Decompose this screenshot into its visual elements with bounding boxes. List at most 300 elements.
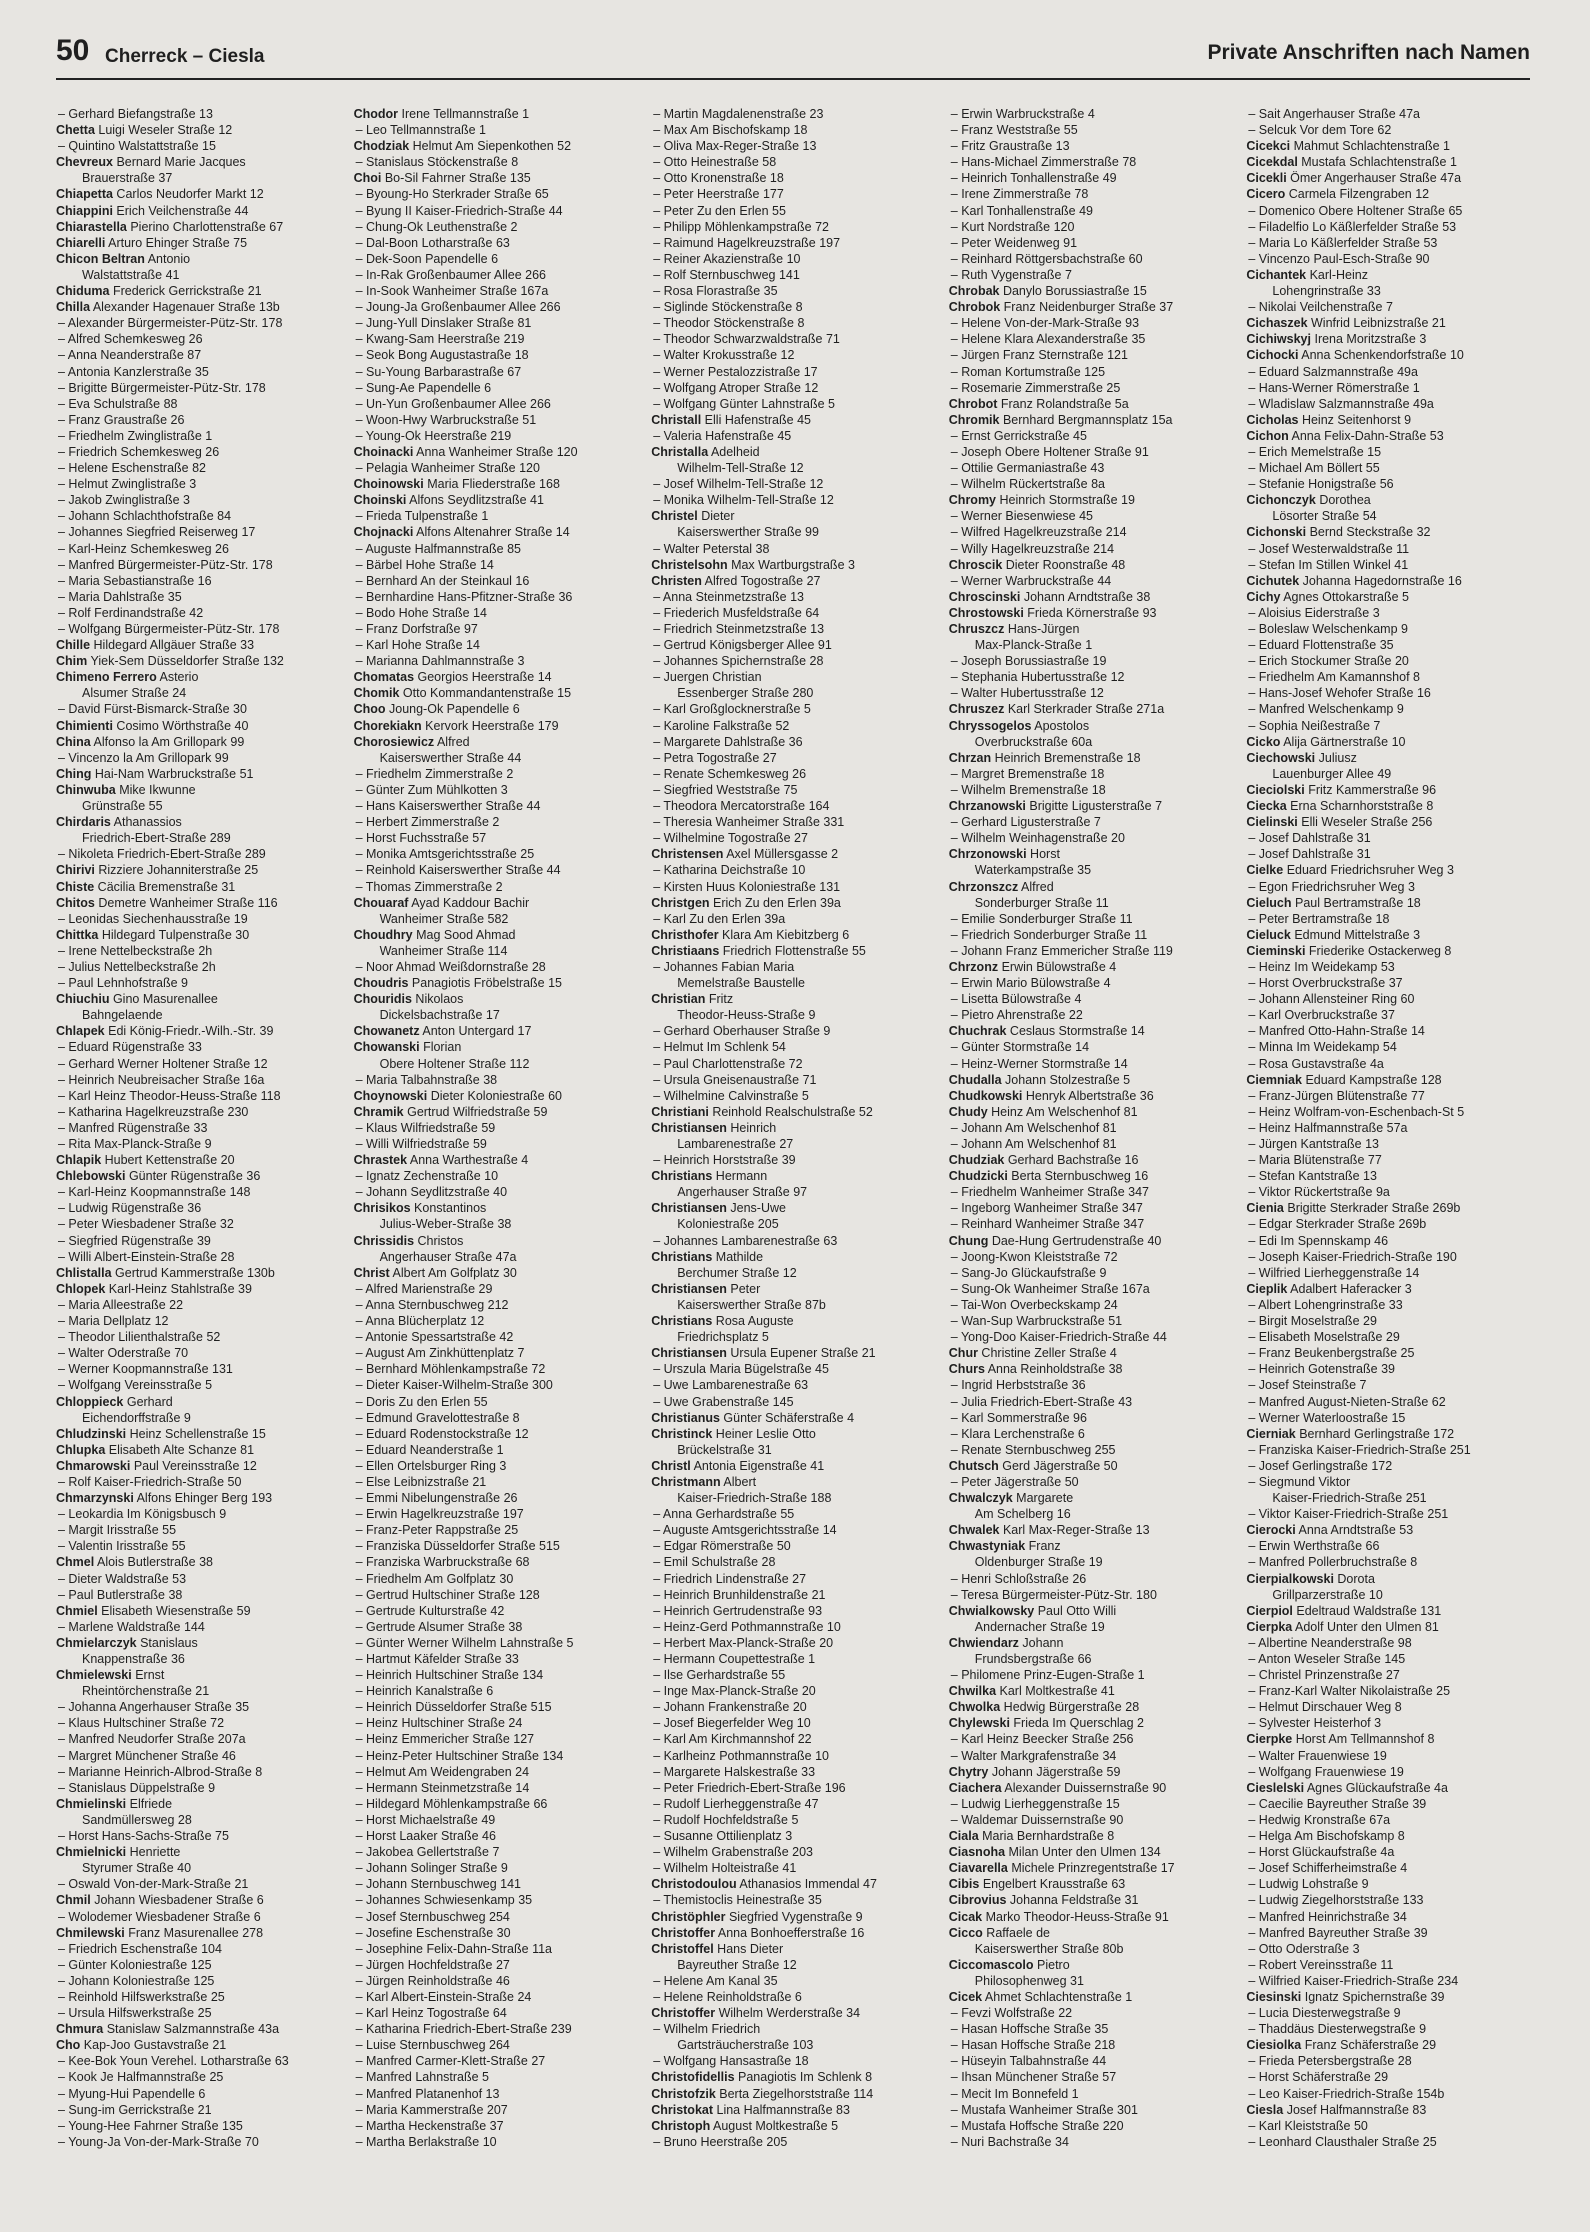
directory-entry (1246, 2086, 1532, 2102)
surname: Christiaans (651, 943, 720, 958)
directory-entry (354, 2118, 640, 2134)
directory-entry (354, 1860, 640, 1876)
surname: Cicekli (1246, 171, 1287, 186)
entry-text: Anna Arndtstraße 53 (1295, 1523, 1414, 1538)
entry-text: – Manfred Bayreuther Straße 39 (1248, 1925, 1428, 1940)
entry-text: – Peter Bertramstraße 18 (1248, 911, 1390, 926)
entry-text: – Kee-Bok Youn Verehel. Lotharstraße 63 (58, 2054, 289, 2069)
directory-entry (1246, 1490, 1532, 1506)
surname: Cicekdal (1246, 155, 1298, 170)
entry-text: – Emilie Sonderburger Straße 11 (950, 911, 1133, 926)
entry-text: Heinrich (726, 1120, 777, 1135)
directory-entry (1246, 669, 1532, 685)
entry-text: – Fritz Graustraße 13 (950, 139, 1070, 154)
directory-entry (56, 1249, 342, 1265)
entry-text: – Birgit Moselstraße 29 (1248, 1314, 1377, 1329)
entry-text: Oldenburger Straße 19 (974, 1555, 1103, 1570)
entry-text: – Waldemar Duissernstraße 90 (950, 1812, 1124, 1827)
directory-entry (651, 444, 937, 460)
entry-text: – Maria Dellplatz 12 (58, 1314, 169, 1329)
directory-entry (651, 106, 937, 122)
directory-entry (651, 1377, 937, 1393)
directory-entry (651, 621, 937, 637)
surname: Chodor (353, 107, 399, 121)
entry-text: Karl-Heinz Stahlstraße 39 (105, 1281, 252, 1296)
directory-entry (1246, 2069, 1532, 2085)
directory-entry (1246, 347, 1532, 363)
entry-text: – Hasan Hoffsche Straße 218 (950, 2038, 1116, 2053)
entry-text: – Egon Friedrichsruher Weg 3 (1248, 879, 1415, 894)
entry-text: Milan Unter den Ulmen 134 (1005, 1845, 1161, 1860)
entry-text: – Horst Glückaufstraße 4a (1248, 1845, 1395, 1860)
directory-entry (56, 653, 342, 669)
entry-text: – Hartmut Käfelder Straße 33 (355, 1652, 519, 1666)
entry-text: – Heinz-Werner Stormstraße 14 (950, 1056, 1128, 1071)
directory-entry (949, 1249, 1235, 1265)
directory-entry (1246, 331, 1532, 347)
directory-entry (1246, 718, 1532, 734)
surname: Choo (353, 702, 386, 717)
directory-entry (949, 718, 1235, 734)
directory-entry (651, 782, 937, 798)
entry-text: Anna Felix-Dahn-Straße 53 (1288, 428, 1444, 443)
directory-entry (56, 106, 342, 122)
entry-text: Friedrich-Ebert-Straße 289 (82, 831, 231, 846)
entry-text: Hubert Kettenstraße 20 (101, 1153, 235, 1168)
directory-entry (1246, 1023, 1532, 1039)
directory-entry (949, 1603, 1235, 1619)
entry-text: Hedwig Bürgerstraße 28 (1000, 1700, 1140, 1715)
surname: Chicon Beltran (56, 251, 145, 266)
directory-entry (949, 492, 1235, 508)
entry-text: Berta Ziegelhorststraße 114 (715, 2086, 874, 2101)
entry-text: – Selcuk Vor dem Tore 62 (1248, 123, 1392, 138)
entry-text: – Sylvester Heisterhof 3 (1248, 1716, 1382, 1731)
directory-entry (1246, 1233, 1532, 1249)
surname: Chrzonszcz (948, 879, 1019, 894)
directory-entry (1246, 1394, 1532, 1410)
entry-text: – Werner Waterloostraße 15 (1248, 1410, 1406, 1425)
entry-text: – Paul Lehnhofstraße 9 (58, 976, 188, 991)
entry-text: – Joseph Borussiastraße 19 (950, 654, 1107, 669)
entry-text: – Christel Prinzenstraße 27 (1248, 1668, 1400, 1683)
directory-entry (1246, 170, 1532, 186)
directory-entry (56, 621, 342, 637)
directory-entry (651, 1812, 937, 1828)
entry-text: – Byung II Kaiser-Friedrich-Straße 44 (355, 203, 563, 218)
directory-entry (949, 1748, 1235, 1764)
entry-text: – Josef Sternbuschweg 254 (355, 1909, 510, 1924)
directory-entry (651, 653, 937, 669)
surname: Chlebowski (56, 1169, 126, 1184)
entry-text: Sonderburger Straße 11 (974, 895, 1109, 910)
surname: Cichy (1246, 589, 1281, 604)
directory-entry (354, 2053, 640, 2069)
surname: Cicekci (1246, 139, 1291, 154)
directory-entry (56, 1522, 342, 1538)
entry-text: Raffaele de (982, 1925, 1051, 1940)
entry-text: Johann (1018, 1635, 1064, 1650)
directory-entry (651, 1635, 937, 1651)
directory-entry (56, 830, 342, 846)
surname: Cieslelski (1246, 1780, 1305, 1795)
directory-entry (651, 943, 937, 959)
directory-entry (651, 1249, 937, 1265)
directory-entry (651, 1603, 937, 1619)
entry-text: – Theodora Mercatorstraße 164 (653, 799, 830, 814)
entry-text: Karl Moltkestraße 41 (996, 1684, 1115, 1699)
entry-text: – Kook Je Halfmannstraße 25 (58, 2070, 224, 2085)
entry-text: – Ignatz Zechenstraße 10 (355, 1169, 499, 1184)
directory-entry (651, 1426, 937, 1442)
surname: Chmielarczyk (56, 1635, 137, 1650)
directory-entry (949, 1056, 1235, 1072)
entry-text: – Gerhard Werner Holtener Straße 12 (58, 1056, 268, 1071)
entry-text: – Jung-Yull Dinslaker Straße 81 (355, 316, 532, 331)
surname: Ciesinski (1246, 1989, 1302, 2004)
directory-entry (56, 1152, 342, 1168)
surname: Christianus (651, 1410, 720, 1425)
directory-entry (1246, 1152, 1532, 1168)
directory-entry (651, 203, 937, 219)
directory-entry (651, 1892, 937, 1908)
directory-entry (651, 1909, 937, 1925)
entry-text: – Peter Heerstraße 177 (653, 187, 784, 202)
directory-entry (56, 798, 342, 814)
directory-entry (1246, 508, 1532, 524)
entry-text: Jens-Uwe (726, 1201, 786, 1216)
directory-entry (651, 1973, 937, 1989)
directory-entry (56, 122, 342, 138)
entry-text: – Karl Albert-Einstein-Straße 24 (355, 1989, 532, 2004)
entry-text: Gerd Jägerstraße 50 (998, 1458, 1118, 1473)
directory-entry (354, 1458, 640, 1474)
entry-text: Waterkampstraße 35 (974, 863, 1092, 878)
entry-text: – Helmut Dirschauer Weg 8 (1248, 1700, 1402, 1715)
surname: Cichonski (1246, 525, 1307, 540)
directory-entry (56, 138, 342, 154)
directory-entry (949, 1828, 1235, 1844)
entry-text: Adolf Unter den Ulmen 81 (1292, 1619, 1439, 1634)
directory-entry (56, 959, 342, 975)
surname: Chodziak (353, 139, 410, 154)
directory-entry (1246, 879, 1532, 895)
surname: Chrobot (948, 396, 998, 411)
entry-text: – Stefan Kantstraße 13 (1248, 1169, 1377, 1184)
surname: Cichutek (1246, 573, 1300, 588)
directory-entry (354, 1748, 640, 1764)
surname: Cicero (1246, 187, 1286, 202)
directory-entry (949, 1377, 1235, 1393)
surname: Chromik (948, 412, 1000, 427)
directory-entry (354, 1249, 640, 1265)
entry-text: – Tai-Won Overbeckskamp 24 (950, 1297, 1118, 1312)
directory-entry (354, 1844, 640, 1860)
entry-text: Stanislaw Salzmannstraße 43a (103, 2022, 280, 2037)
entry-text: – Wolfgang Bürgermeister-Pütz-Str. 178 (58, 622, 280, 636)
directory-entry (56, 927, 342, 943)
directory-entry (1246, 605, 1532, 621)
surname: Chomatas (353, 670, 415, 685)
entry-text: – Julia Friedrich-Ebert-Straße 43 (950, 1394, 1133, 1409)
directory-entry (949, 1812, 1235, 1828)
surname: Chruszcz (948, 622, 1005, 636)
directory-entry (354, 1571, 640, 1587)
entry-text: Edi König-Friedr.-Wilh.-Str. 39 (104, 1024, 274, 1039)
entry-text: – Edgar Sterkrader Straße 269b (1248, 1217, 1427, 1232)
directory-entry (56, 1860, 342, 1876)
entry-text: Brigitte Sterkrader Straße 269b (1283, 1201, 1461, 1216)
entry-text: – Theresia Wanheimer Straße 331 (653, 815, 845, 830)
entry-text: Lösorter Straße 54 (1272, 509, 1377, 524)
surname: Chomik (353, 686, 400, 701)
entry-text: – Auguste Amtsgerichtsstraße 14 (653, 1523, 837, 1538)
directory-entry (354, 1909, 640, 1925)
surname: Cieminski (1246, 943, 1306, 958)
surname: Chung (948, 1233, 989, 1248)
directory-entry (354, 412, 640, 428)
entry-text: Ernst (131, 1668, 165, 1683)
directory-entry (651, 154, 937, 170)
entry-text: – Lisetta Bülowstraße 4 (950, 992, 1082, 1007)
surname: Chmilewski (56, 1925, 125, 1940)
entry-text: – Erwin Werthstraße 66 (1248, 1539, 1380, 1554)
entry-text: Alsumer Straße 24 (82, 686, 187, 701)
entry-text: Cäcilia Bremenstraße 31 (94, 879, 236, 894)
entry-text: – Peter Zu den Erlen 55 (653, 203, 786, 218)
entry-text: – Ursula Hilfswerkstraße 25 (58, 2006, 212, 2021)
entry-text: Dieter Roonstraße 48 (1002, 557, 1126, 572)
surname: Choudhry (353, 927, 413, 942)
directory-entry (354, 943, 640, 959)
entry-text: – Theodor Stöckenstraße 8 (653, 316, 805, 331)
surname: Christiansen (651, 1281, 727, 1296)
entry-text: – Ellen Ortelsburger Ring 3 (355, 1458, 507, 1473)
entry-text: – Aloisius Eiderstraße 3 (1248, 605, 1380, 620)
directory-entry (56, 637, 342, 653)
directory-entry (651, 557, 937, 573)
directory-entry (354, 1651, 640, 1667)
directory-entry (354, 1731, 640, 1747)
directory-entry (354, 1506, 640, 1522)
directory-entry (949, 637, 1235, 653)
surname: Christiansen (651, 1120, 727, 1135)
entry-text: – Heinrich Gertrudenstraße 93 (653, 1603, 823, 1618)
directory-entry (354, 2102, 640, 2118)
entry-text: Elisabeth Wiesenstraße 59 (97, 1603, 251, 1618)
entry-text: – Monika Wilhelm-Tell-Straße 12 (653, 493, 834, 508)
directory-entry (949, 701, 1235, 717)
surname: Chowanetz (353, 1024, 420, 1039)
entry-text: – Otto Heinestraße 58 (653, 155, 777, 170)
surname: Christian (651, 992, 706, 1007)
entry-text: – Werner Koopmannstraße 131 (58, 1362, 233, 1377)
entry-text: – Franz-Peter Rappstraße 25 (355, 1523, 519, 1538)
surname: Chrobak (948, 284, 1000, 299)
entry-text: – Nikoleta Friedrich-Ebert-Straße 289 (58, 847, 266, 862)
directory-entry (949, 1925, 1235, 1941)
surname: Chimeno Ferrero (56, 670, 157, 685)
entry-text: – Jakobea Gellertstraße 7 (355, 1845, 500, 1860)
directory-entry (56, 1715, 342, 1731)
entry-text: Berta Sternbuschweg 16 (1007, 1169, 1149, 1184)
directory-entry (651, 1104, 937, 1120)
entry-text: – Renate Schemkesweg 26 (653, 766, 807, 781)
directory-entry (354, 782, 640, 798)
entry-text: – Roman Kortumstraße 125 (950, 364, 1106, 379)
entry-text: – Antonia Kanzlerstraße 35 (58, 364, 209, 379)
entry-text: – Yong-Doo Kaiser-Friedrich-Straße 44 (950, 1330, 1167, 1345)
directory-entry (354, 1635, 640, 1651)
entry-text: – Johann Seydlitzstraße 40 (355, 1185, 508, 1200)
surname: Chmil (56, 1893, 91, 1908)
entry-text: Kaiser-Friedrich-Straße 251 (1272, 1491, 1427, 1506)
entry-text: – Ludwig Ziegelhorststraße 133 (1248, 1893, 1424, 1908)
entry-text: – Heinrich Düsseldorfer Straße 515 (355, 1700, 552, 1715)
directory-entry (354, 1152, 640, 1168)
surname: Cicak (948, 1909, 983, 1924)
surname: Cielinski (1246, 815, 1298, 830)
entry-text: – Dieter Waldstraße 53 (58, 1571, 187, 1586)
directory-entry (354, 347, 640, 363)
directory-entry (56, 1136, 342, 1152)
directory-entry (1246, 1651, 1532, 1667)
entry-text: Reinhold Realschulstraße 52 (708, 1104, 873, 1119)
directory-entry (56, 1973, 342, 1989)
directory-entry (56, 1876, 342, 1892)
entry-text: Friedrich Flottenstraße 55 (719, 943, 866, 958)
surname: Cielke (1246, 863, 1284, 878)
directory-entry (1246, 1281, 1532, 1297)
entry-text: – Un-Yun Großenbaumer Allee 266 (355, 396, 551, 411)
entry-text: – Oswald Von-der-Mark-Straße 21 (58, 1877, 249, 1892)
directory-entry (354, 573, 640, 589)
surname: Choynowski (353, 1088, 428, 1103)
entry-text: – Herbert Zimmerstraße 2 (355, 815, 500, 830)
directory-entry (1246, 235, 1532, 251)
entry-text: – Peter Wiesbadener Straße 32 (58, 1217, 234, 1232)
directory-entry (949, 1844, 1235, 1860)
surname: Chiarelli (56, 235, 106, 250)
directory-entry (949, 203, 1235, 219)
directory-entry (949, 1796, 1235, 1812)
entry-text: Maria Fliederstraße 168 (423, 477, 560, 492)
surname: Choi (353, 171, 382, 186)
entry-text: – Wilhelm Friedrich (653, 2022, 761, 2037)
directory-entry (651, 2134, 937, 2150)
entry-text: Rizziere Johanniterstraße 25 (94, 863, 259, 878)
entry-text: – Heinz Halfmannstraße 57a (1248, 1120, 1408, 1135)
entry-text: – Minna Im Weidekamp 54 (1248, 1040, 1397, 1055)
directory-entry (354, 508, 640, 524)
directory-entry (354, 1957, 640, 1973)
directory-entry (1246, 1506, 1532, 1522)
directory-entry (949, 1699, 1235, 1715)
entry-text: – Wan-Sup Warbruckstraße 51 (950, 1314, 1123, 1329)
directory-entry (1246, 685, 1532, 701)
directory-entry (1246, 1458, 1532, 1474)
entry-text: – Pelagia Wanheimer Straße 120 (355, 461, 540, 476)
surname: Choinacki (353, 444, 414, 459)
entry-text: – Josefine Eschenstraße 30 (355, 1925, 511, 1940)
entry-text: – Maria Talbahnstraße 38 (355, 1072, 498, 1087)
column-5 (1246, 106, 1532, 2216)
directory-entry (651, 1683, 937, 1699)
entry-text: Mag Sood Ahmad (412, 927, 516, 942)
surname: Chudzicki (948, 1169, 1008, 1184)
entry-text: – Wolodemer Wiesbadener Straße 6 (58, 1909, 261, 1924)
entry-text: Wanheimer Straße 114 (379, 943, 508, 958)
entry-text: – Ilse Gerhardstraße 55 (653, 1668, 786, 1683)
entry-text: Wilhelm-Tell-Straße 12 (677, 461, 804, 476)
entry-text: – Wolfgang Vereinsstraße 5 (58, 1378, 213, 1393)
directory-entry (651, 315, 937, 331)
entry-text: – Herbert Max-Planck-Straße 20 (653, 1635, 834, 1650)
directory-entry (56, 1281, 342, 1297)
directory-entry (651, 1828, 937, 1844)
directory-entry (56, 1780, 342, 1796)
directory-entry (1246, 991, 1532, 1007)
entry-text: Margarete (1012, 1491, 1074, 1506)
directory-entry (949, 1506, 1235, 1522)
entry-text: Erwin Bülowstraße 4 (998, 959, 1117, 974)
surname: Chmarowski (56, 1458, 131, 1473)
entry-text: Bernhard Bergmannsplatz 15a (999, 412, 1173, 427)
directory-entry (949, 2086, 1235, 2102)
entry-text: – Luise Sternbuschweg 264 (355, 2038, 510, 2053)
directory-entry (651, 1410, 937, 1426)
entry-text: – Boleslaw Welschenkamp 9 (1248, 622, 1408, 636)
directory-entry (354, 2069, 640, 2085)
entry-text: – Joseph Kaiser-Friedrich-Straße 190 (1248, 1249, 1457, 1264)
directory-entry (651, 1941, 937, 1957)
directory-entry (651, 605, 937, 621)
directory-entry (651, 428, 937, 444)
entry-text: Kaiserswerther Straße 80b (974, 1941, 1124, 1956)
entry-text: – Rosa Gustavstraße 4a (1248, 1056, 1384, 1071)
entry-text: Gertrud Kammerstraße 130b (111, 1265, 275, 1280)
directory-entry (56, 2118, 342, 2134)
directory-entry (56, 476, 342, 492)
directory-entry (1246, 1667, 1532, 1683)
directory-entry (354, 653, 640, 669)
directory-entry (354, 1216, 640, 1232)
directory-entry (949, 1394, 1235, 1410)
directory-entry (949, 364, 1235, 380)
directory-entry (1246, 1216, 1532, 1232)
entry-text: – Frieda Petersbergstraße 28 (1248, 2054, 1412, 2069)
surname: Chylewski (948, 1716, 1010, 1731)
directory-entry (651, 1152, 937, 1168)
entry-text: – Friedhelm Am Golfplatz 30 (355, 1571, 514, 1586)
directory-entry (949, 1168, 1235, 1184)
entry-text: – Rolf Kaiser-Friedrich-Straße 50 (58, 1474, 242, 1489)
directory-entry (354, 2021, 640, 2037)
entry-text: Franz Rolandstraße 5a (997, 396, 1129, 411)
surname: Chimienti (56, 718, 113, 733)
directory-entry (56, 1651, 342, 1667)
entry-text: Theodor-Heuss-Straße 9 (677, 1008, 816, 1023)
surname: Chirdaris (56, 815, 111, 830)
directory-entry (1246, 1844, 1532, 1860)
entry-text: – Bärbel Hohe Straße 14 (355, 557, 494, 572)
directory-entry (1246, 1104, 1532, 1120)
directory-entry (1246, 1941, 1532, 1957)
directory-entry (1246, 1249, 1532, 1265)
directory-entry (56, 524, 342, 540)
directory-entry (949, 669, 1235, 685)
entry-text: Hermann (712, 1169, 768, 1184)
